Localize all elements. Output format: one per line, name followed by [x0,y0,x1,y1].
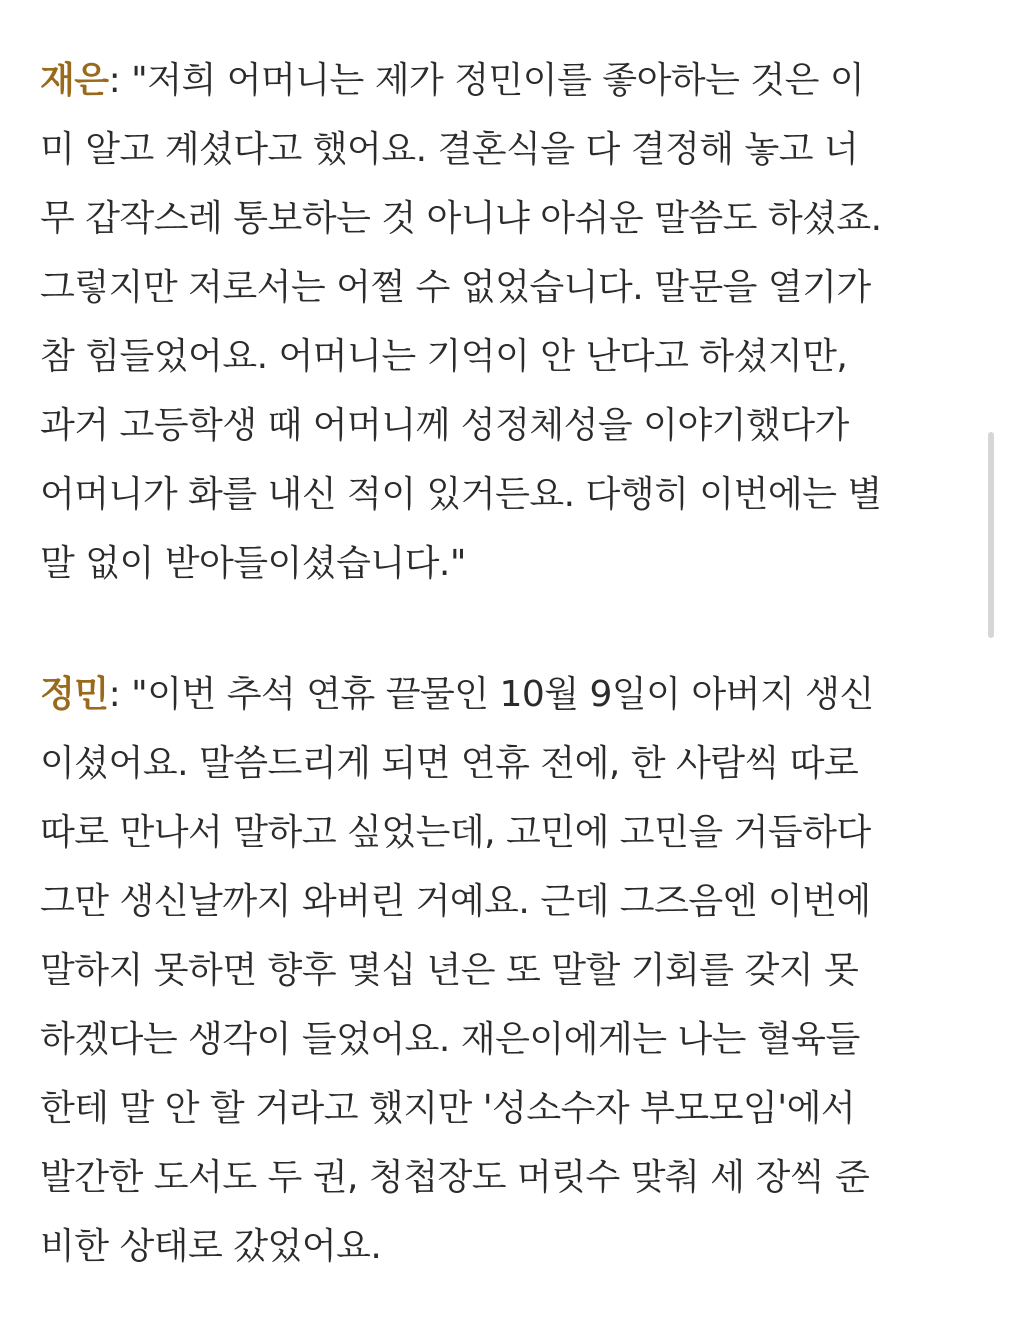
paragraph-line: 미 알고 계셨다고 했어요. 결혼식을 다 결정해 놓고 너 [40,129,859,170]
paragraph-line: 과거 고등학생 때 어머니께 성정체성을 이야기했다가 [40,405,849,446]
paragraph-line: 비한 상태로 갔었어요. [40,1226,382,1267]
paragraph-line: 한테 말 안 할 거라고 했지만 '성소수자 부모모임'에서 [40,1088,856,1129]
speaker-separator: : [108,60,121,101]
paragraph-line: 그만 생신날까지 와버린 거예요. 근데 그즈음엔 이번에 [40,881,871,922]
speaker-name: 재은 [40,60,109,101]
line-text: "저희 어머니는 제가 정민이를 좋아하는 것은 이 [120,60,865,101]
paragraph-line: 따로 만나서 말하고 싶었는데, 고민에 고민을 거듭하다 [40,812,871,853]
line-text: "이번 추석 연휴 끝물인 10월 9일이 아버지 생신 [120,674,874,715]
speaker-separator: : [108,674,121,715]
paragraph-line: 이셨어요. 말씀드리게 되면 연휴 전에, 한 사람씩 따로 [40,743,859,784]
speaker-name: 정민 [40,674,109,715]
paragraph-line: 어머니가 화를 내신 적이 있거든요. 다행히 이번에는 별 [40,474,882,515]
quote-paragraph-jaeeun [40,46,990,598]
paragraph-line: 발간한 도서도 두 권, 청첩장도 머릿수 맞춰 세 장씩 준 [40,1157,870,1198]
paragraph-line [40,660,990,729]
paragraph-line [40,46,990,115]
scrollbar-thumb[interactable] [988,432,994,638]
article-body [40,46,990,1281]
paragraph-line: 무 갑작스레 통보하는 것 아니냐 아쉬운 말씀도 하셨죠. [40,198,882,239]
paragraph-line: 하겠다는 생각이 들었어요. 재은이에게는 나는 혈육들 [40,1019,860,1060]
paragraph-line: 참 힘들었어요. 어머니는 기억이 안 난다고 하셨지만, [40,336,848,377]
paragraph-line: 말 없이 받아들이셨습니다." [40,543,466,584]
paragraph-line: 말하지 못하면 향후 몇십 년은 또 말할 기회를 갖지 못 [40,950,859,991]
quote-paragraph-jeongmin [40,660,990,1281]
paragraph-line: 그렇지만 저로서는 어쩔 수 없었습니다. 말문을 열기가 [40,267,871,308]
